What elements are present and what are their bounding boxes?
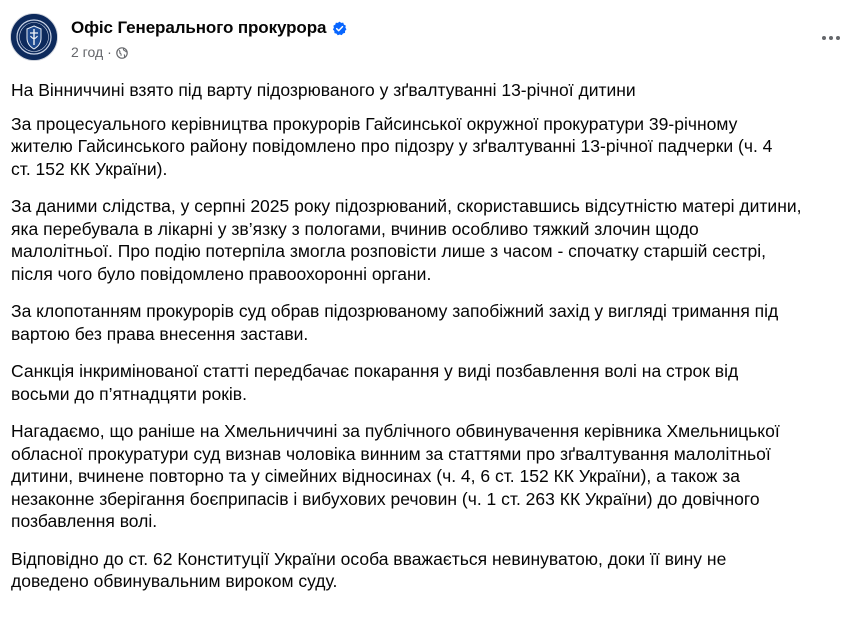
more-horizontal-icon <box>821 35 841 41</box>
prosecutor-emblem-icon <box>11 14 57 60</box>
meta-separator: · <box>107 44 112 60</box>
post-paragraph: Санкція інкримінованої статті передбачає покарання у виді позбавлення волі на строк від восьми до п’ятнадцяти років. <box>11 361 739 404</box>
page-name[interactable]: Офіс Генерального прокурора <box>71 18 327 37</box>
post-paragraph: За клопотанням прокурорів суд обрав підозрюваному запобіжний захід у вигляді тримання під вартою без права внесення застави. <box>11 301 779 344</box>
post-paragraph-headline: На Вінниччині взято під варту підозрюваного у зґвалтуванні 13-річної дитини <box>11 80 636 100</box>
more-options-button[interactable] <box>816 23 846 53</box>
post-paragraph: Відповідно до ст. 62 Конституції України особа вважається невинуватою, доки її вину не доведено обвинувальним вироком суду. <box>11 548 727 591</box>
page-avatar[interactable] <box>10 13 58 61</box>
post-header <box>10 13 846 65</box>
post-meta <box>71 43 128 61</box>
post-paragraph: За процесуального керівництва прокурорів Гайсинської окружної прокуратури 39-річному жителю Гайсинського району повідомлено про підозру у зґвалтуванні 13-річної падчерки (ч. 4 ст. 152 КК України). <box>11 113 773 179</box>
post-text <box>11 79 851 608</box>
page-name-row <box>71 17 347 39</box>
globe-icon[interactable] <box>116 46 128 58</box>
post-timestamp[interactable]: 2 год <box>71 44 104 60</box>
post-paragraph: Нагадаємо, що раніше на Хмельниччині за публічного обвинувачення керівника Хмельницької обласної прокуратури суд визнав чоловіка винним за статтями про зґвалтування малолітньої дитини, вчинене повторно та у сімейних відносинах (ч. 4, 6 ст. 152 КК України), а також за незаконне зберігання боєприпасів і вибухових речовин (ч. 1 ст. 263 КК України) до довічного позбавлення волі. <box>11 421 780 531</box>
post-paragraph: За даними слідства, у серпні 2025 року підозрюваний, скориставшись відсутністю матері дитини, яка перебувала в лікарні у зв’язку з пологами, вчинив особливо тяжкий злочин щодо малолітньої. Про подію потерпіла змогла розповісти лише з часом - спочатку старшій сестрі, після чого було повідомлено правоохоронні органи. <box>11 196 802 284</box>
verified-badge-icon <box>332 21 347 36</box>
